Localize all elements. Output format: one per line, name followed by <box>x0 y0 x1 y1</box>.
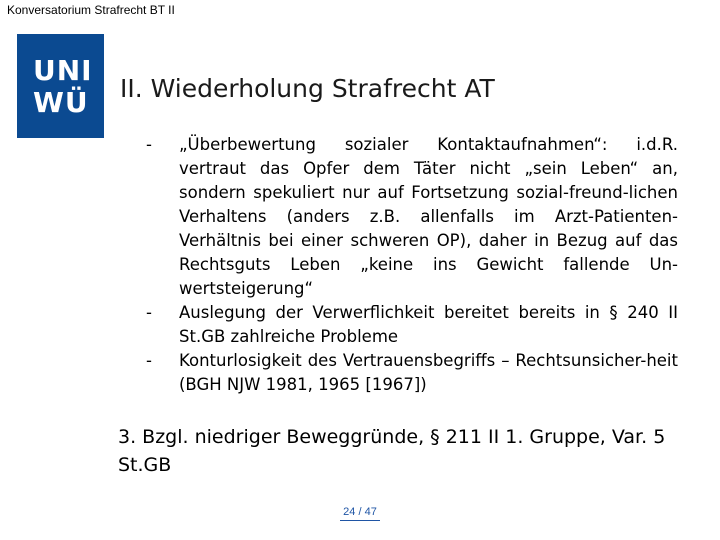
page-number-text: 24 / 47 <box>340 506 380 521</box>
bullet-item <box>146 301 678 349</box>
bullet-item <box>146 133 678 301</box>
slide-title: II. Wiederholung Strafrecht AT <box>120 74 495 103</box>
bullet-marker: - <box>146 351 152 370</box>
bullet-item <box>146 349 678 397</box>
bullet-marker: - <box>146 135 152 154</box>
bullet-text: Konturlosigkeit des Vertrauensbegriffs – Rechtsunsicher-heit (BGH NJW 1981, 1965 [1967]) <box>179 351 678 394</box>
bullet-text: „Überbewertung sozialer Kontaktaufnahmen“: i.d.R. vertraut das Opfer dem Täter nicht „sein Leben“ an, sondern spekuliert nur auf Fortsetzung sozial-freund-lichen Verhaltens (anders z.B. allenfalls im Arzt-Patienten-Verhältnis bei einer schweren OP), daher in Bezug auf das Rechtsguts Leben „keine ins Gewicht fallende Un-wertsteigerung“ <box>179 135 678 298</box>
numbered-item: 3. Bzgl. niedriger Beweggründe, § 211 II 1. Gruppe, Var. 5 St.GB <box>118 426 666 476</box>
course-title: Konversatorium Strafrecht BT II <box>7 3 175 17</box>
logo-text-line-1: UNI <box>33 54 93 87</box>
logo-text-line-2: WÜ <box>33 86 89 119</box>
bullet-list <box>146 133 678 397</box>
bullet-marker: - <box>146 303 152 322</box>
university-logo <box>17 34 104 138</box>
page-number <box>0 506 720 518</box>
bullet-text: Auslegung der Verwerflichkeit bereitet bereits in § 240 II St.GB zahlreiche Probleme <box>179 303 678 346</box>
